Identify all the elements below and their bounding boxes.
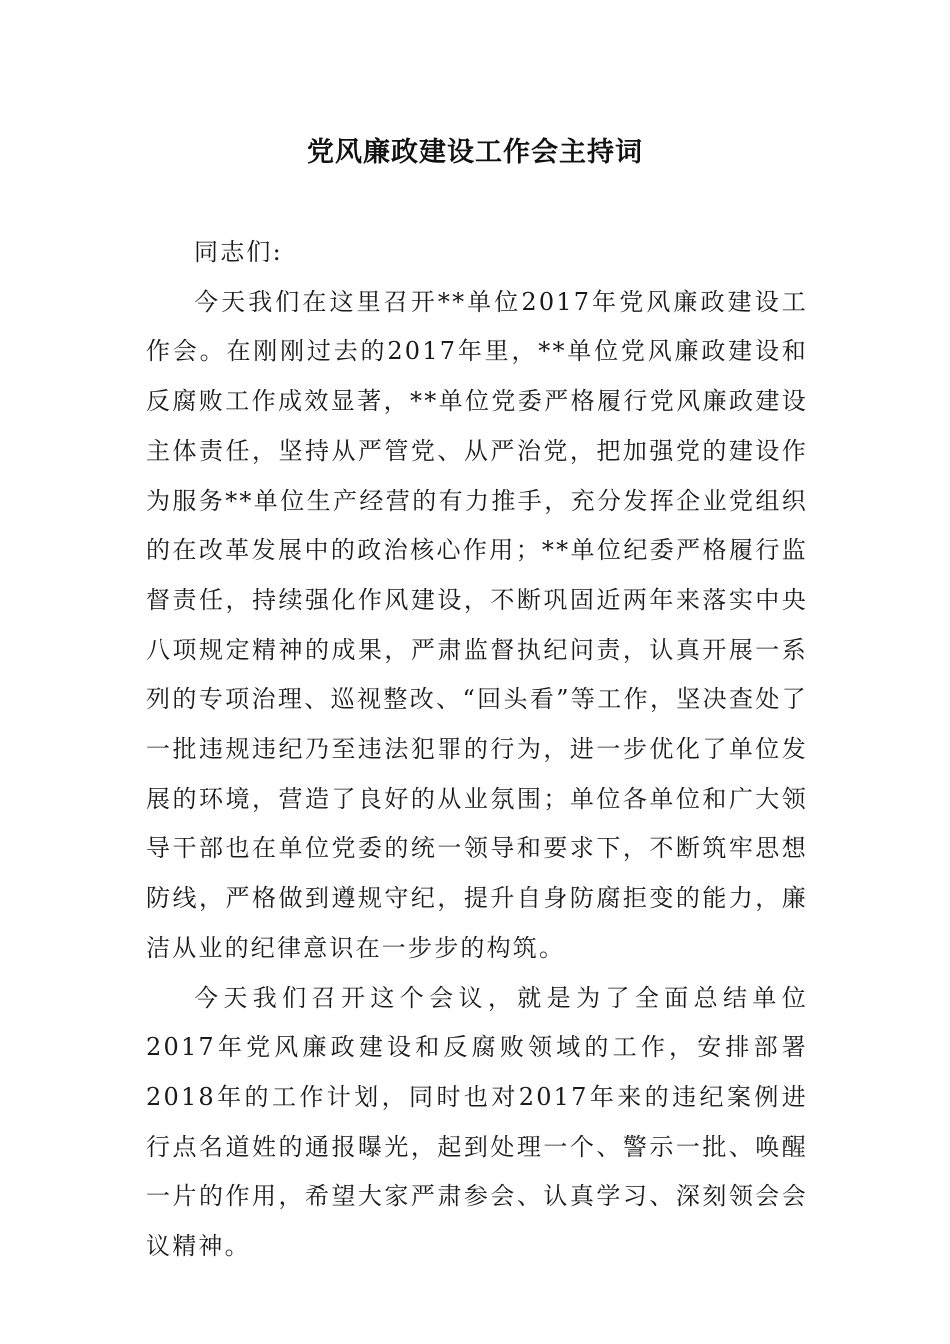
paragraph-1: 今天我们在这里召开**单位2017年党风廉政建设工作会。在刚刚过去的2017年里，**单位党风廉政建设和反腐败工作成效显著，**单位党委严格履行党风廉政建设主体责任，坚持从严管党、从严治党，把加强党的建设作为服务**单位生产经营的有力推手，充分发挥企业党组织的在改革发展中的政治核心作用；**单位纪委严格履行监督责任，持续强化作风建设，不断巩固近两年来落实中央八项规定精神的成果，严肃监督执纪问责，认真开展一系列的专项治理、巡视整改、“回头看”等工作，坚决查处了一批违规违纪乃至违法犯罪的行为，进一步优化了单位发展的环境，营造了良好的从业氛围；单位各单位和广大领导干部也在单位党委的统一领导和要求下，不断筑牢思想防线，严格做到遵规守纪，提升自身防腐拒变的能力，廉洁从业的纪律意识在一步步的构筑。 <box>146 287 808 962</box>
document-body <box>146 228 808 1272</box>
greeting: 同志们: <box>194 238 283 266</box>
paragraph-2: 今天我们召开这个会议，就是为了全面总结单位2017年党风廉政建设和反腐败领域的工作，安排部署2018年的工作计划，同时也对2017年来的违纪案例进行点名道姓的通报曝光，起到处理一个、警示一批、唤醒一片的作用，希望大家严肃参会、认真学习、深刻领会会议精神。 <box>146 983 808 1261</box>
document-title: 党风廉政建设工作会主持词 <box>307 137 643 168</box>
